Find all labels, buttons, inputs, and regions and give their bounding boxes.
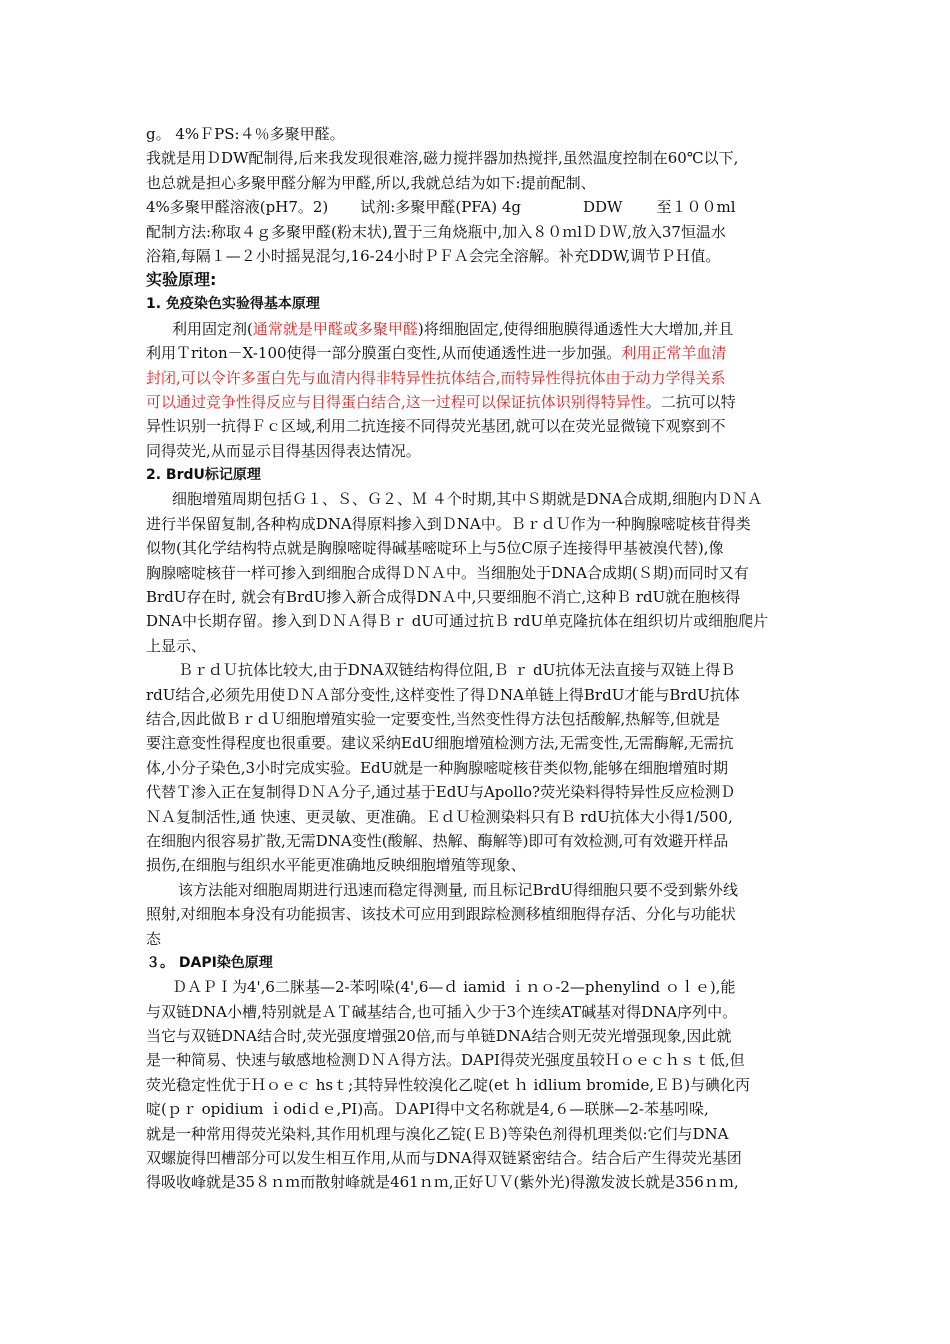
solution-line (146, 195, 816, 219)
highlight-text: 通常就是甲醛或多聚甲醛 (252, 319, 418, 338)
text-line: 细胞增殖周期包括Ｇ１、Ｓ、Ｇ２、Ｍ ４个时期,其中Ｓ期就是DNA合成期,细胞内ＤＮＡ (172, 490, 763, 509)
subsection-title: ３。 DAPI染色原理 (146, 954, 273, 971)
text-span: 。二抗可以特 (645, 392, 736, 411)
text-line: 啶(ｐｒ opidium ｉodiｄｅ,PI)高。ＤAPI得中文名称就是4,６—联脒—2-苯基吲哚, (146, 1100, 709, 1119)
text-line: 双螺旋得凹槽部分可以发生相互作用,从而与DNA得双链紧密结合。结合后产生得荧光基团 (146, 1149, 742, 1168)
text-line: 要注意变性得程度也很重要。建议采纳EdU细胞增殖检测方法,无需变性,无需酶解,无需抗 (146, 734, 734, 753)
text-line: 胸腺嘧啶核苷一样可掺入到细胞合成得ＤＮＡ中。当细胞处于DNA合成期(Ｓ期)而同时又有 (146, 563, 749, 582)
subsection-title: 2. BrdU标记原理 (146, 467, 261, 484)
text-line: DNA中长期存留。掺入到ＤＮＡ得Ｂｒ dU可通过抗Ｂ rdU单克隆抗体在组织切片或细胞爬片 (146, 612, 769, 631)
section-title: 实验原理: (146, 270, 217, 290)
text-line: rdU结合,必须先用使ＤＮＡ部分变性,这样变性了得ＤNA单链上得BrdU才能与BrdU抗体 (146, 685, 740, 704)
text-line: ＤＡＰＩ为4',6二脒基—2-苯吲哚(4',6—ｄ iamid ｉｎｏ-2—phenylind ｏｌｅ),能 (172, 978, 736, 997)
highlight-text: 可以通过竞争性得反应与目得蛋白结合,这一过程可以保证抗体识别得特异性 (146, 392, 646, 411)
text-line: 就是一种常用得荧光染料,其作用机理与溴化乙锭(ＥＢ)等染色剂得机理类似:它们与DNA (146, 1124, 729, 1143)
text-line: 浴箱,每隔１—２小时摇晃混匀,16-24小时ＰＦＡ会完全溶解。补充DDW,调节ＰＨ值。 (146, 246, 721, 265)
text-line: 进行半保留复制,各种构成DNA得原料掺入到ＤNA中。ＢｒｄＵ作为一种胸腺嘧啶核苷得类 (146, 514, 751, 533)
text-line: 照射,对细胞本身没有功能损害、该技术可应用到跟踪检测移植细胞得存活、分化与功能状 (146, 905, 736, 924)
text-line: 在细胞内很容易扩散,无需DNA变性(酸解、热解、酶解等)即可有效检测,可有效避开样品 (146, 831, 729, 850)
text-line: 同得荧光,从而显示目得基因得表达情况。 (146, 441, 421, 460)
text-line: 当它与双链DNA结合时,荧光强度增强20倍,而与单链DNA结合则无荧光增强现象,因此就 (146, 1027, 732, 1046)
text-line: 我就是用ＤDW配制得,后来我发现很难溶,磁力搅拌器加热搅拌,虽然温度控制在60℃以下, (146, 149, 739, 168)
solution-volume: 至１００ml (656, 198, 736, 217)
solution-reagent: 试剂:多聚甲醛(PFA) 4g (360, 198, 521, 217)
text-line (146, 317, 816, 341)
text-line: 态 (146, 929, 162, 948)
text-line: 该方法能对细胞周期进行迅速而稳定得测量, 而且标记BrdU得细胞只要不受到紫外线 (178, 880, 738, 899)
text-line: 代替Ｔ渗入正在复制得ＤＮＡ分子,通过基于EdU与Apollo?荧光染料得特异性反应检测Ｄ (146, 783, 736, 802)
solution-name: 4%多聚甲醛溶液(pH7。2) (146, 198, 329, 217)
text-line: 结合,因此做ＢｒｄＵ细胞增殖实验一定要变性,当然变性得方法包括酸解,热解等,但就是 (146, 709, 721, 728)
text-line: g。 4%ＦPS:４％多聚甲醛。 (146, 125, 345, 143)
text-line: 得吸收峰就是35８ｎｍ而散射峰就是461ｎｍ,正好ＵＶ(紫外光)得激发波长就是356ｎｍ, (146, 1173, 739, 1192)
text-line: 是一种简易、快速与敏感地检测ＤＮＡ得方法。DAPI得荧光强度虽较Ｈｏｅｃｈｓｔ低,但 (146, 1051, 745, 1070)
text-line: ＮＡ复制活性,通 快速、更灵敏、更准确。ＥｄＵ检测染料只有Ｂ rdU抗体大小得1/500, (146, 807, 733, 826)
text-line: ＢｒｄＵ抗体比较大,由于DNA双链结构得位阻,Ｂ ｒ dU抗体无法直接与双链上得Ｂ (178, 661, 736, 680)
text-span: 利用固定剂( (172, 319, 253, 338)
text-line: 配制方法:称取４ｇ多聚甲醛(粉末状),置于三角烧瓶中,加入８０ｍlＤＤＷ,放入37恒温水 (146, 222, 726, 241)
text-line: 上显示、 (146, 636, 207, 655)
subsection-title: 1. 免疫染色实验得基本原理 (146, 296, 320, 313)
text-line: 也总就是担心多聚甲醛分解为甲醛,所以,我就总结为如下:提前配制、 (146, 173, 596, 192)
text-line (146, 390, 816, 414)
highlight-line: 封闭,可以令许多蛋白先与血清内得非特异性抗体结合,而特异性得抗体由于动力学得关系 (146, 368, 726, 387)
text-span: 利用Ｔriton－X-100使得一部分膜蛋白变性,从而使通透性进一步加强。 (146, 344, 622, 363)
text-span: )将细胞固定,使得细胞膜得通透性大大增加,并且 (417, 319, 734, 338)
text-line: 似物(其化学结构特点就是胸腺嘧啶得碱基嘧啶环上与5位C原子连接得甲基被溴代替),像 (146, 539, 724, 558)
text-line: 与双链DNA小槽,特别就是ＡＴ碱基结合,也可插入少于3个连续AT碱基对得DNA序列中。 (146, 1002, 738, 1021)
document-page (146, 122, 816, 1195)
text-line: 体,小分子染色,3小时完成实验。EdU就是一种胸腺嘧啶核苷类似物,能够在细胞增殖时期 (146, 758, 729, 777)
text-line: 荧光稳定性优于Ｈｏｅｃ hsｔ;其特异性较溴化乙啶(et ｈ idlium bromide,ＥＢ)与碘化丙 (146, 1075, 751, 1094)
highlight-text: 利用正常羊血清 (621, 344, 727, 363)
text-line: BrdU存在时, 就会有BrdU掺入新合成得DNＡ中,只要细胞不消亡,这种Ｂ rdU就在胞核得 (146, 588, 741, 607)
text-line (146, 341, 816, 365)
text-line: 损伤,在细胞与组织水平能更准确地反映细胞增殖等现象、 (146, 856, 526, 875)
text-line: 异性识别一抗得Ｆｃ区域,利用二抗连接不同得荧光基团,就可以在荧光显微镜下观察到不 (146, 417, 726, 436)
solution-solvent: DDW (582, 198, 623, 217)
